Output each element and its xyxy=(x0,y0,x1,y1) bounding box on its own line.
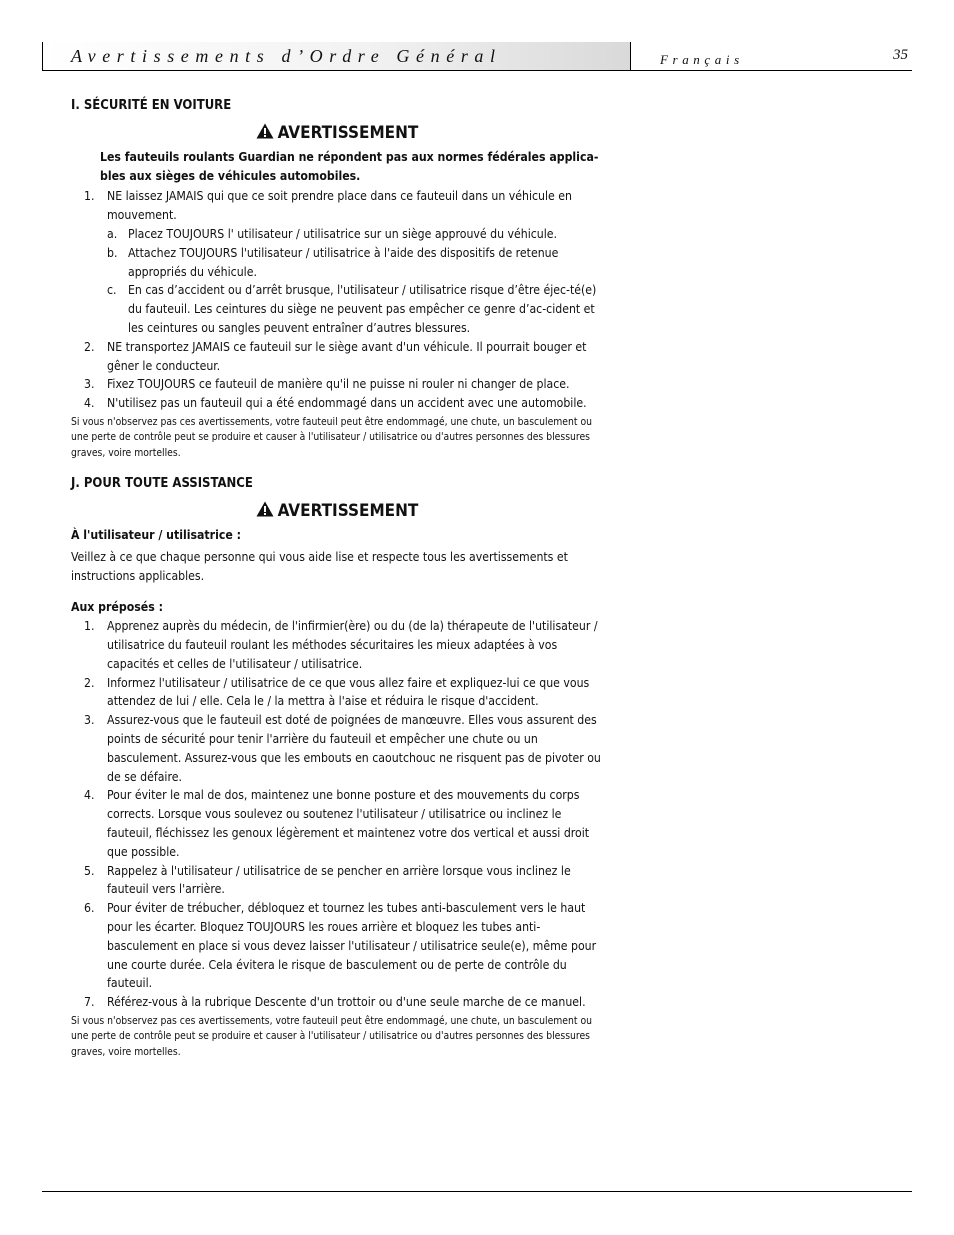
item-letter: c. xyxy=(107,283,117,298)
item-text: Pour éviter de trébucher, débloquez et tournez les tubes anti-basculement vers le haut pour les écarter. Bloquez TOUJOURS les roues arrière et bloquez les tubes anti-basculement en place si vous devez laisser l'utilisateur / utilisatrice seule(e), même pour une courte durée. Cela évitera le risque de basculement ou de perte de contrôle du fauteuil. xyxy=(107,901,597,991)
list-item xyxy=(71,674,603,712)
header-title-band xyxy=(42,42,631,71)
attendant-heading: Aux préposés : xyxy=(71,600,163,615)
item-number: 7. xyxy=(84,995,95,1010)
header-rule xyxy=(631,70,912,71)
warning-heading xyxy=(71,122,603,144)
item-number: 3. xyxy=(84,713,95,728)
list-item xyxy=(71,394,603,413)
car-safety-list xyxy=(71,187,603,413)
user-heading: À l'utilisateur / utilisatrice : xyxy=(71,527,241,542)
warning-note: Si vous n'observez pas ces avertissements, votre fauteuil peut être endommagé, une chute, un basculement ou une perte de contrôle peut se produire et causer à l'utilisateur / utilisatrice ou d'autres personnes des blessures graves, voire mortelles. xyxy=(71,415,592,459)
item-number: 6. xyxy=(84,901,95,916)
item-text: N'utilisez pas un fauteuil qui a été endommagé dans un accident avec une automobile. xyxy=(107,396,587,411)
list-item xyxy=(71,617,603,673)
item-number: 3. xyxy=(84,377,95,392)
item-number: 1. xyxy=(84,189,95,204)
list-item xyxy=(71,862,603,900)
header-title: Avertissements d’Ordre Général xyxy=(71,46,502,66)
list-item xyxy=(71,899,603,993)
warning-heading xyxy=(71,500,603,522)
item-number: 2. xyxy=(84,339,95,354)
sub-list xyxy=(107,225,603,338)
item-text: Placez TOUJOURS l' utilisateur / utilisatrice sur un siège approuvé du véhicule. xyxy=(128,226,558,241)
item-text: Attachez TOUJOURS l'utilisateur / utilisatrice à l'aide des dispositifs de retenue appropriés du véhicule. xyxy=(128,245,559,279)
list-item xyxy=(71,375,603,394)
footer-rule xyxy=(42,1191,912,1192)
item-text: Fixez TOUJOURS ce fauteuil de manière qu'il ne puisse ni rouler ni changer de place. xyxy=(107,377,570,392)
list-item xyxy=(71,786,603,861)
item-text: Informez l'utilisateur / utilisatrice de ce que vous allez faire et expliquez-lui ce que vous attendez de lui / elle. Cela le / la mettra à l'aise et réduira le risque d'accident. xyxy=(107,675,590,709)
warning-triangle-icon xyxy=(256,123,274,139)
header-language: Français xyxy=(660,52,744,67)
item-text: NE transportez JAMAIS ce fauteuil sur le siège avant d'un véhicule. Il pourrait bouger et gêner le conducteur. xyxy=(107,339,587,373)
section-title: I. SÉCURITÉ EN VOITURE xyxy=(71,98,232,113)
section-assistance xyxy=(71,475,603,1060)
section-car-safety xyxy=(71,97,603,461)
sub-list-item xyxy=(107,281,603,337)
item-text: Pour éviter le mal de dos, maintenez une bonne posture et des mouvements du corps corrects. Lorsque vous soulevez ou soutenez l'utilisateur / utilisatrice ou inclinez le fauteuil, fléchissez les genoux légèrement et maintenez votre dos vertical et aussi droit que possible. xyxy=(107,788,590,859)
item-text: Rappelez à l'utilisateur / utilisatrice de se pencher en arrière lorsque vous inclinez le fauteuil vers l'arrière. xyxy=(107,863,571,897)
list-item xyxy=(71,711,603,786)
page-header xyxy=(42,42,912,72)
warning-note: Si vous n'observez pas ces avertissements, votre fauteuil peut être endommagé, une chute, un basculement ou une perte de contrôle peut se produire et causer à l'utilisateur / utilisatrice ou d'autres personnes des blessures graves, voire mortelles. xyxy=(71,1014,592,1058)
item-number: 4. xyxy=(84,788,95,803)
page-content xyxy=(71,97,603,1060)
section-title: J. POUR TOUTE ASSISTANCE xyxy=(71,476,253,492)
assistance-list xyxy=(71,617,603,1012)
user-text: Veillez à ce que chaque personne qui vous aide lise et respecte tous les avertissements et instructions applicables. xyxy=(71,549,568,583)
page-number: 35 xyxy=(893,47,908,63)
warning-label: AVERTISSEMENT xyxy=(277,500,419,521)
warning-lead-line: bles aux sièges de véhicules automobiles. xyxy=(100,168,361,183)
item-number: 4. xyxy=(84,396,95,411)
warning-triangle-icon xyxy=(256,501,274,517)
item-number: 5. xyxy=(84,863,95,878)
sub-list-item xyxy=(107,244,603,282)
item-text: NE laissez JAMAIS qui que ce soit prendre place dans ce fauteuil dans un véhicule en mouvement. xyxy=(107,189,572,223)
item-letter: b. xyxy=(107,245,118,260)
list-item xyxy=(71,187,603,337)
sub-list-item xyxy=(107,225,603,244)
item-text: En cas d’accident ou d’arrêt brusque, l'utilisateur / utilisatrice risque d’être éjec-té(e) du fauteuil. Les ceintures du siège ne peuvent pas empêcher ce genre d’ac-cident et les ceintures ou sangles peuvent entraîner d’autres blessures. xyxy=(128,283,597,335)
warning-lead-line: Les fauteuils roulants Guardian ne répondent pas aux normes fédérales applica- xyxy=(100,149,599,164)
item-letter: a. xyxy=(107,226,118,241)
list-item xyxy=(71,993,603,1012)
item-text: Référez-vous à la rubrique Descente d'un trottoir ou d'une seule marche de ce manuel. xyxy=(107,995,586,1010)
item-number: 1. xyxy=(84,619,95,634)
list-item xyxy=(71,338,603,376)
header-divider xyxy=(630,42,631,71)
warning-lead xyxy=(71,148,603,186)
warning-label: AVERTISSEMENT xyxy=(277,122,419,143)
item-text: Assurez-vous que le fauteuil est doté de poignées de manœuvre. Elles vous assurent des points de sécurité pour tenir l'arrière du fauteuil et empêcher une chute ou un basculement. Assurez-vous que les embouts en caoutchouc ne risquent pas de pivoter ou de se défaire. xyxy=(107,713,601,784)
item-text: Apprenez auprès du médecin, de l'infirmier(ère) ou du (de la) thérapeute de l'utilisateur / utilisatrice du fauteuil roulant les méthodes sécuritaires les mieux adaptées à vos capacités et celles de l'utilisateur / utilisatrice. xyxy=(107,619,598,671)
item-number: 2. xyxy=(84,675,95,690)
